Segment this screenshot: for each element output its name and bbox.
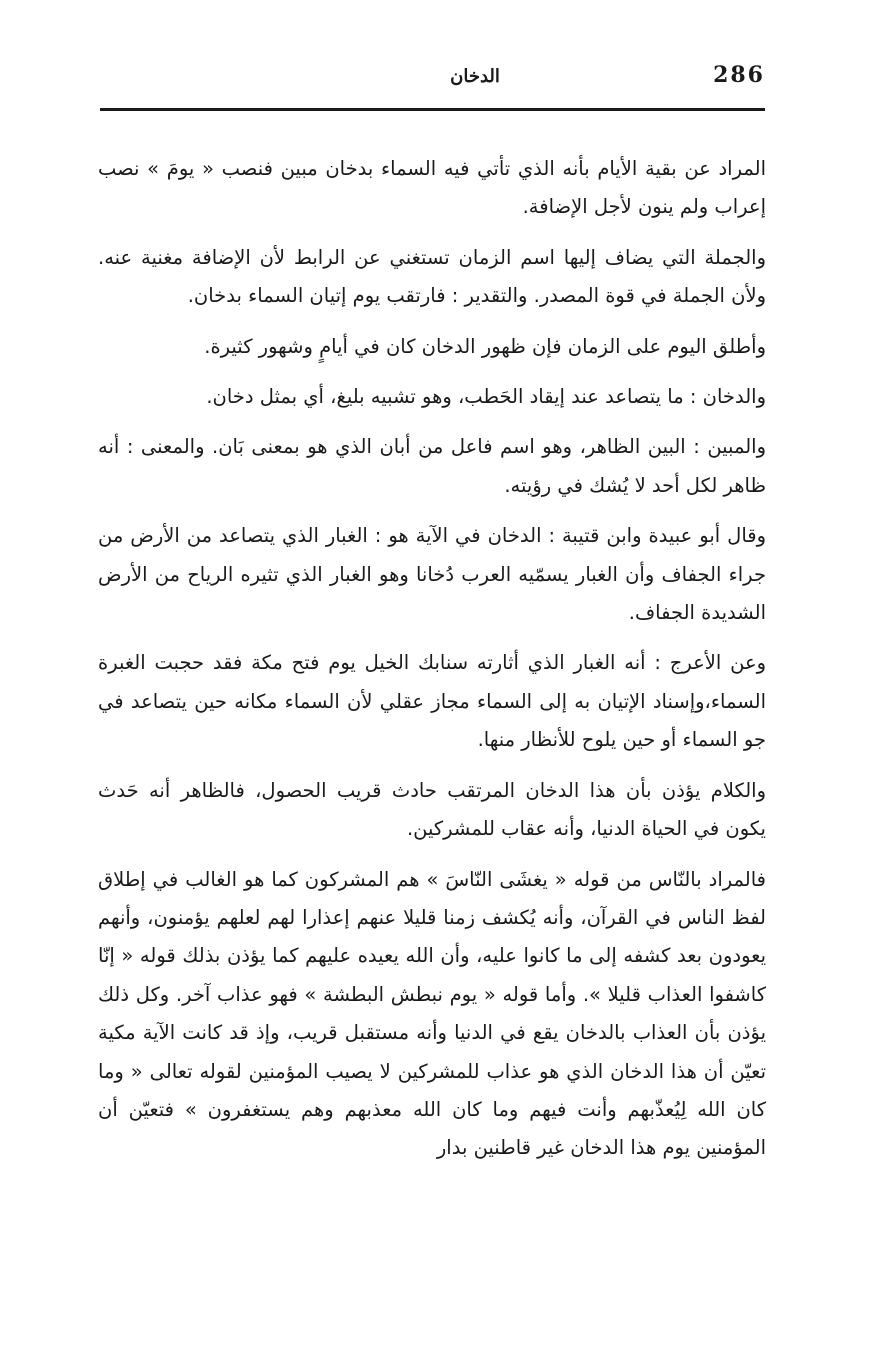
- paragraph: وقال أبو عبيدة وابن قتيبة : الدخان في الآية هو : الغبار الذي يتصاعد من الأرض من جراء الجفاف وأن الغبار يسمّيه العرب دُخانا وهو الغبار الذي تثيره الرياح من الأرض الشديدة الجفاف.: [98, 524, 766, 625]
- body-text: [98, 150, 766, 1180]
- paragraph: وعن الأعرج : أنه الغبار الذي أثارته سنابك الخيل يوم فتح مكة فقد حجبت الغبرة السماء،وإسناد الإتيان به إلى السماء مجاز عقلي لأن السماء مكانه حين يتصاعد في جو السماء أو حين يلوح للأنظار منها.: [98, 651, 766, 752]
- header-rule: [100, 108, 765, 111]
- paragraph: وأطلق اليوم على الزمان فإن ظهور الدخان كان في أيامٍ وشهور كثيرة.: [204, 334, 766, 358]
- page-header: [100, 60, 765, 100]
- paragraph: فالمراد بالنّاس من قوله « يغشَى النّاسَ » هم المشركون كما هو الغالب في إطلاق لفظ الناس في القرآن، وأنه يُكشف زمنا قليلا عنهم إعذارا لهم لعلهم يؤمنون، وأنهم يعودون بعد كشفه إلى ما كانوا عليه، وأن الله يعيده عليهم كما يؤذن بذلك قوله « إنّا كاشفوا العذاب قليلا ». وأما قوله « يوم نبطش البطشة » فهو عذاب آخر. وكل ذلك يؤذن بأن العذاب بالدخان يقع في الدنيا وأنه مستقبل قريب، وإذ قد كانت الآية مكية تعيّن أن هذا الدخان الذي هو عذاب للمشركين لا يصيب المؤمنين لقوله تعالى « وما كان الله لِيُعذّبهم وأنت فيهم وما كان الله معذبهم وهم يستغفرون » فتعيّن أن المؤمنين يوم هذا الدخان غير قاطنين بدار: [98, 867, 766, 1160]
- paragraph: المراد عن بقية الأيام بأنه الذي تأتي فيه السماء بدخان مبين فنصب « يومَ » نصب إعراب ولم ينون لأجل الإضافة.: [98, 157, 766, 219]
- paragraph: والدخان : ما يتصاعد عند إيقاد الحَطب، وهو تشبيه بليغ، أي بمثل دخان.: [206, 385, 766, 409]
- paragraph: والمبين : البين الظاهر، وهو اسم فاعل من أبان الذي هو بمعنى بَان. والمعنى : أنه ظاهر لكل أحد لا يُشك في رؤيته.: [98, 435, 766, 497]
- page-number: 286: [713, 62, 765, 88]
- paragraph: والجملة التي يضاف إليها اسم الزمان تستغني عن الرابط لأن الإضافة مغنية عنه. ولأن الجملة في قوة المصدر. والتقدير : فارتقب يوم إتيان السماء بدخان.: [98, 245, 766, 308]
- running-title: الدخان: [450, 66, 500, 87]
- paragraph: والكلام يؤذن بأن هذا الدخان المرتقب حادث قريب الحصول، فالظاهر أنه حَدث يكون في الحياة الدنيا، وأنه عقاب للمشركين.: [98, 778, 766, 841]
